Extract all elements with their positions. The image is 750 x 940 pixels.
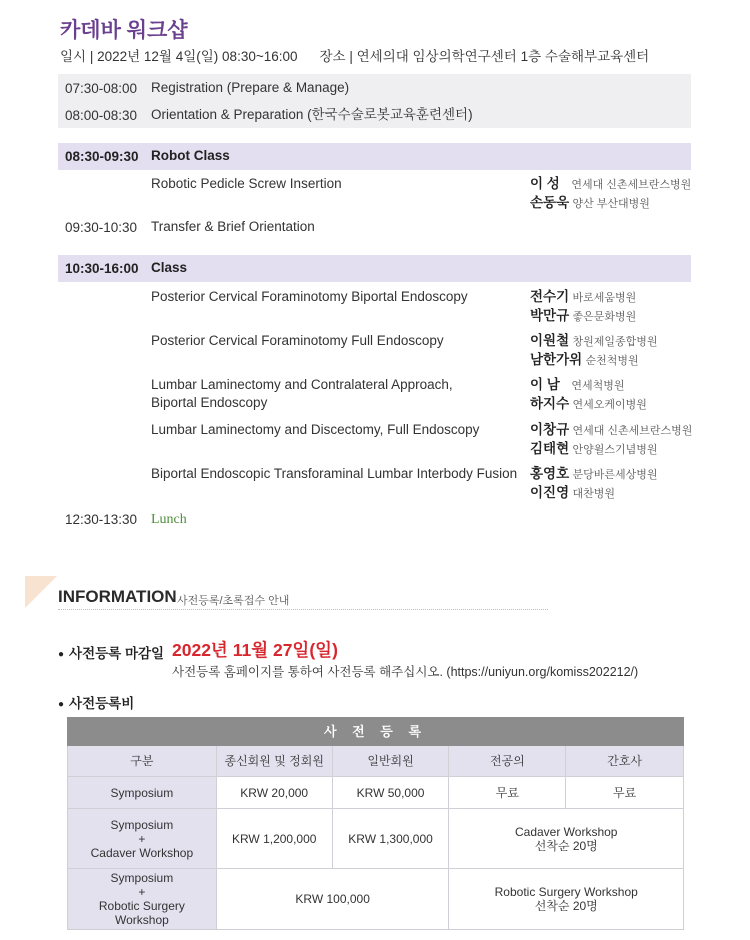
speaker-list bbox=[530, 332, 657, 370]
deadline-note: 사전등록 홈페이지를 통하여 사전등록 해주십시오. (https://uniyun.org/komiss202212/) bbox=[172, 665, 639, 679]
row-header-line: Symposium bbox=[110, 871, 174, 885]
speaker-name: 전수기 bbox=[530, 289, 570, 304]
section-corner-decoration bbox=[25, 576, 57, 608]
table-title: 사 전 등 록 bbox=[68, 718, 684, 746]
speaker-name: 이 성 bbox=[530, 176, 560, 191]
session-title: Posterior Cervical Foraminotomy Biportal Endoscopy bbox=[151, 289, 468, 304]
speaker-hospital: 양산 부산대병원 bbox=[572, 198, 650, 210]
deadline-value: 2022년 11월 27일(일) bbox=[172, 640, 338, 660]
speaker-name: 이창규 bbox=[530, 422, 570, 437]
information-subheading: 사전등록/초록접수 안내 bbox=[177, 595, 290, 607]
time-registration: 07:30-08:00 bbox=[65, 81, 138, 96]
deadline-label: ● 사전등록 마감일 bbox=[58, 642, 164, 662]
table-cell: KRW 100,000 bbox=[216, 869, 449, 930]
information-heading: INFORMATION bbox=[58, 587, 177, 606]
row-header bbox=[68, 809, 217, 869]
row-header bbox=[68, 869, 217, 930]
row-header-line: Symposium bbox=[110, 817, 174, 832]
speaker-list bbox=[530, 175, 691, 213]
event-info-line bbox=[60, 45, 649, 65]
topic-orientation: Orientation & Preparation (한국수술로봇교육훈련센터) bbox=[151, 107, 473, 122]
table-cell: KRW 20,000 bbox=[216, 777, 332, 809]
time-orientation: 08:00-08:30 bbox=[65, 108, 138, 123]
speaker-name: 이진영 bbox=[530, 485, 570, 500]
fee-label: ● 사전등록비 bbox=[58, 692, 134, 712]
table-cell: 무료 bbox=[449, 777, 566, 809]
cell-line: Cadaver Workshop bbox=[514, 824, 618, 839]
topic-lunch: Lunch bbox=[151, 512, 187, 527]
session-title: Posterior Cervical Foraminotomy Full Endoscopy bbox=[151, 333, 444, 348]
row-header-line: Cadaver Workshop bbox=[90, 845, 194, 860]
speaker-name: 박만규 bbox=[530, 308, 570, 323]
speaker-hospital: 창원제일종합병원 bbox=[572, 336, 658, 348]
row-header: Symposium bbox=[68, 777, 217, 809]
speaker-hospital: 연세척병원 bbox=[571, 380, 625, 392]
time-transfer: 09:30-10:30 bbox=[65, 220, 138, 235]
table-row bbox=[68, 777, 684, 809]
speaker-hospital: 연세오케이병원 bbox=[572, 399, 647, 411]
speaker-name: 남한가위 bbox=[530, 352, 583, 367]
session-title-line1: Lumbar Laminectomy and Contralateral Approach, bbox=[151, 377, 453, 392]
section-divider bbox=[58, 609, 548, 610]
table-row bbox=[68, 869, 684, 930]
table-cell bbox=[449, 869, 684, 930]
registration-fee-table bbox=[67, 717, 684, 930]
session-robotic-pedicle: Robotic Pedicle Screw Insertion bbox=[151, 176, 342, 191]
speaker-hospital: 순천척병원 bbox=[585, 355, 639, 367]
speaker-hospital: 대찬병원 bbox=[572, 488, 615, 500]
session-title: Biportal Endoscopic Transforaminal Lumbar Interbody Fusion bbox=[151, 466, 518, 481]
cell-line: 선착순 20명 bbox=[534, 838, 598, 853]
table-cell: KRW 1,300,000 bbox=[332, 809, 449, 869]
column-header: 종신회원 및 정회원 bbox=[216, 746, 332, 777]
speaker-hospital: 연세대 신촌세브란스병원 bbox=[572, 425, 693, 437]
speaker-name: 김태현 bbox=[530, 441, 570, 456]
row-header-line: + bbox=[138, 831, 146, 846]
speaker-hospital: 바로세움병원 bbox=[572, 292, 637, 304]
speaker-hospital: 분당바른세상병원 bbox=[572, 469, 658, 481]
cell-line: 선착순 20명 bbox=[534, 899, 598, 913]
event-venue: 장소 | 연세의대 임상의학연구센터 1층 수술해부교육센터 bbox=[319, 49, 650, 64]
topic-class: Class bbox=[151, 260, 188, 275]
speaker-hospital: 안양윌스기념병원 bbox=[572, 444, 658, 456]
table-cell: 무료 bbox=[566, 777, 684, 809]
speaker-name: 홍영호 bbox=[530, 466, 570, 481]
table-cell: KRW 50,000 bbox=[332, 777, 449, 809]
session-title-line2: Biportal Endoscopy bbox=[151, 395, 268, 410]
cell-line: Robotic Surgery Workshop bbox=[494, 885, 638, 899]
row-header-line: + bbox=[138, 885, 146, 899]
speaker-name: 하지수 bbox=[530, 396, 570, 411]
session-title bbox=[151, 376, 453, 412]
column-header: 구분 bbox=[68, 746, 217, 777]
speaker-name: 이 남 bbox=[530, 377, 560, 392]
table-title-row bbox=[68, 718, 684, 746]
page-title: 카데바 워크샵 bbox=[60, 19, 188, 42]
table-row bbox=[68, 809, 684, 869]
time-lunch: 12:30-13:30 bbox=[65, 512, 138, 527]
speaker-list bbox=[530, 421, 692, 459]
session-title: Lumbar Laminectomy and Discectomy, Full Endoscopy bbox=[151, 422, 480, 437]
speaker-name: 이원철 bbox=[530, 333, 570, 348]
column-header: 전공의 bbox=[449, 746, 566, 777]
time-class: 10:30-16:00 bbox=[65, 261, 139, 276]
speaker-hospital: 연세대 신촌세브란스병원 bbox=[571, 179, 692, 191]
topic-registration: Registration (Prepare & Manage) bbox=[151, 80, 350, 95]
speaker-list bbox=[530, 288, 636, 326]
event-date: 일시 | 2022년 12월 4일(일) 08:30~16:00 bbox=[60, 49, 298, 64]
time-robot-class: 08:30-09:30 bbox=[65, 149, 139, 164]
speaker-list bbox=[530, 465, 657, 503]
table-cell bbox=[449, 809, 684, 869]
topic-transfer: Transfer & Brief Orientation bbox=[151, 219, 315, 234]
topic-robot-class: Robot Class bbox=[151, 148, 230, 163]
speaker-hospital: 좋은문화병원 bbox=[572, 311, 637, 323]
column-header: 간호사 bbox=[566, 746, 684, 777]
column-header: 일반회원 bbox=[332, 746, 449, 777]
table-cell: KRW 1,200,000 bbox=[216, 809, 332, 869]
table-header-row bbox=[68, 746, 684, 777]
row-header-line: Robotic Surgery Workshop bbox=[98, 899, 185, 927]
speaker-name: 손동욱 bbox=[530, 195, 570, 210]
speaker-list bbox=[530, 376, 647, 414]
